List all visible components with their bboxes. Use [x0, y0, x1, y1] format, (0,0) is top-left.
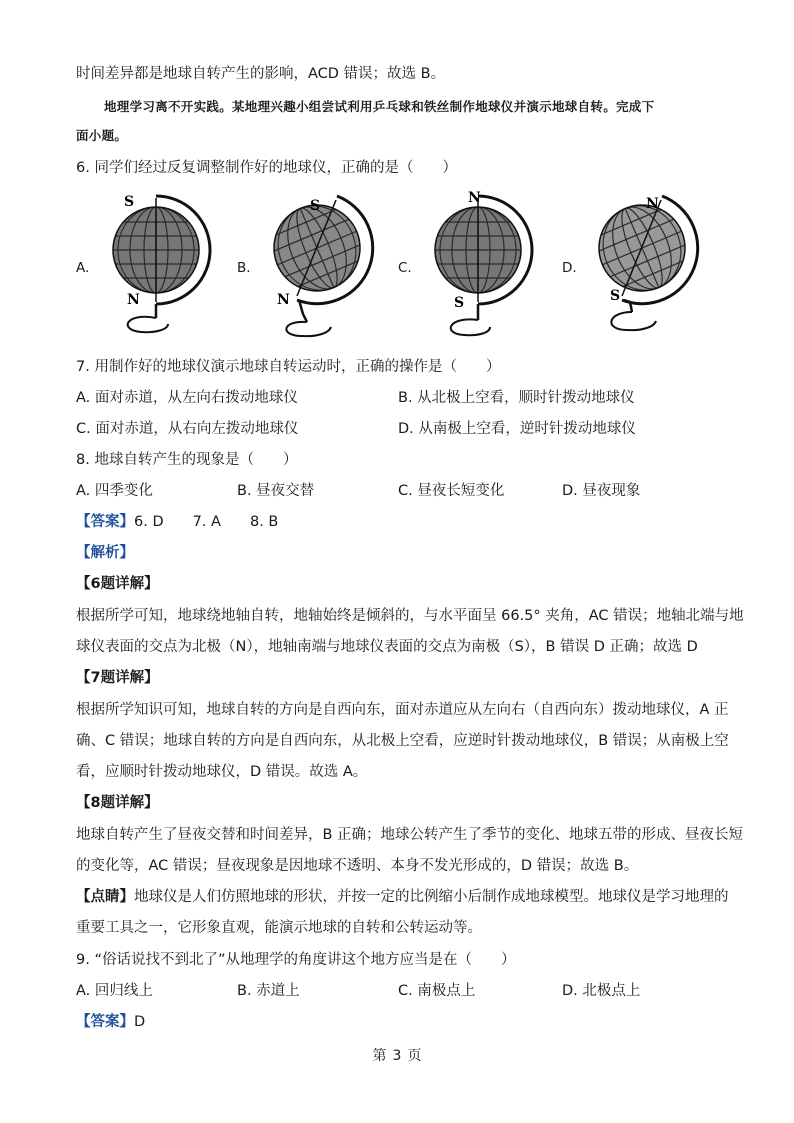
question-7: 7. 用制作好的地球仪演示地球自转运动时，正确的操作是（ ） [76, 359, 501, 375]
question-9: 9. “俗话说找不到北了”从地理学的角度讲这个地方应当是在（ ） [76, 952, 516, 968]
q9-option-a: A. 回归线上 [76, 983, 153, 999]
globe-d-icon [582, 190, 712, 340]
answer-tag: 答案 [90, 514, 120, 530]
pole-label: N [277, 292, 290, 308]
q8-option-d: D. 昼夜现象 [562, 483, 641, 499]
q6-option-c [398, 190, 568, 345]
page-footer [0, 1045, 794, 1065]
tip-line-1: 【点睛】地球仪是人们仿照地球的形状，并按一定的比例缩小后制作成地球模型。地球仪是学习地理的 [76, 889, 729, 905]
answer-values: 6. D 7. A 8. B [134, 514, 279, 530]
answer-6-8: 【答案】6. D 7. A 8. B [76, 514, 279, 530]
intro-paragraph-line-1: 地理学习离不开实践。某地理兴趣小组尝试利用乒乓球和铁丝制作地球仪并演示地球自转。完成下 [104, 99, 655, 114]
detail-7-line-2: 确、C 错误；地球自转的方向是自西向东，从北极上空看，应逆时针拨动地球仪，B 错误；从南极上空 [76, 733, 729, 749]
footer-prefix: 第 [372, 1048, 387, 1064]
tip-tag: 点睛 [90, 889, 120, 905]
pole-label: S [610, 288, 621, 304]
answer-9-tag: 答案 [90, 1014, 120, 1030]
detail-8-line-2: 的变化等，AC 错误；昼夜现象是因地球不透明、本身不发光形成的，D 错误；故选 B。 [76, 858, 639, 874]
q7-option-d: D. 从南极上空看，逆时针拨动地球仪 [398, 421, 636, 437]
intro-paragraph-line-2: 面小题。 [76, 128, 128, 143]
previous-answer-line: 时间差异都是地球自转产生的影响，ACD 错误；故选 B。 [76, 66, 446, 82]
question-6: 6. 同学们经过反复调整制作好的地球仪，正确的是（ ） [76, 160, 457, 176]
detail-8-line-1: 地球自转产生了昼夜交替和时间差异，B 正确；地球公转产生了季节的变化、地球五带的形成、昼夜长短 [76, 827, 744, 843]
q7-option-a: A. 面对赤道，从左向右拨动地球仪 [76, 390, 298, 406]
detail-6-line-1: 根据所学可知，地球绕地轴自转，地轴始终是倾斜的，与水平面呈 66.5° 夹角，AC 错误；地轴北端与地 [76, 608, 744, 624]
q9-option-d: D. 北极点上 [562, 983, 641, 999]
pole-label: S [310, 198, 321, 214]
pole-label: S [124, 194, 135, 210]
q8-option-b: B. 昼夜交替 [237, 483, 315, 499]
detail-7-heading: 【7题详解】 [76, 670, 159, 686]
detail-6-line-2: 球仪表面的交点为北极（N），地轴南端与地球仪表面的交点为南极（S），B 错误 D 正确；故选 D [76, 639, 698, 655]
detail-8-heading: 【8题详解】 [76, 795, 159, 811]
detail-6-tag: 6题详解 [90, 576, 145, 592]
q7-option-c: C. 面对赤道，从右向左拨动地球仪 [76, 421, 299, 437]
pole-label: N [127, 292, 140, 308]
footer-suffix: 页 [407, 1048, 422, 1064]
detail-7-line-3: 看，应顺时针拨动地球仪，D 错误。故选 A。 [76, 764, 368, 780]
q9-option-c: C. 南极点上 [398, 983, 476, 999]
answer-9-value: D [134, 1014, 146, 1030]
q8-option-c: C. 昼夜长短变化 [398, 483, 505, 499]
option-letter: C. [398, 260, 412, 276]
detail-8-tag: 8题详解 [90, 795, 145, 811]
option-letter: A. [76, 260, 90, 276]
q6-option-b [237, 190, 407, 345]
q6-option-a [76, 190, 246, 345]
pole-label: N [646, 196, 659, 212]
pole-label: S [454, 295, 465, 311]
analysis-tag: 解析 [90, 545, 120, 561]
globe-c-icon [418, 190, 548, 340]
q6-option-d [562, 190, 732, 345]
q8-option-a: A. 四季变化 [76, 483, 153, 499]
tip-line-2: 重要工具之一，它形象直观，能演示地球的自转和公转运动等。 [76, 920, 482, 936]
page-number: 3 [392, 1048, 402, 1064]
pole-label: N [468, 190, 481, 206]
answer-9: 【答案】D [76, 1014, 146, 1030]
option-letter: D. [562, 260, 577, 276]
q7-option-b: B. 从北极上空看，顺时针拨动地球仪 [398, 390, 635, 406]
option-letter: B. [237, 260, 251, 276]
tip-text: 地球仪是人们仿照地球的形状，并按一定的比例缩小后制作成地球模型。地球仪是学习地理的 [134, 889, 729, 905]
globe-a-icon [96, 190, 226, 340]
detail-7-tag: 7题详解 [90, 670, 145, 686]
q9-option-b: B. 赤道上 [237, 983, 300, 999]
detail-7-line-1: 根据所学知识可知，地球自转的方向是自西向东，面对赤道应从左向右（自西向东）拨动地球仪，A 正 [76, 702, 729, 718]
question-8: 8. 地球自转产生的现象是（ ） [76, 452, 298, 468]
globe-b-icon [257, 190, 387, 340]
analysis-heading: 【解析】 [76, 545, 134, 561]
detail-6-heading: 【6题详解】 [76, 576, 159, 592]
